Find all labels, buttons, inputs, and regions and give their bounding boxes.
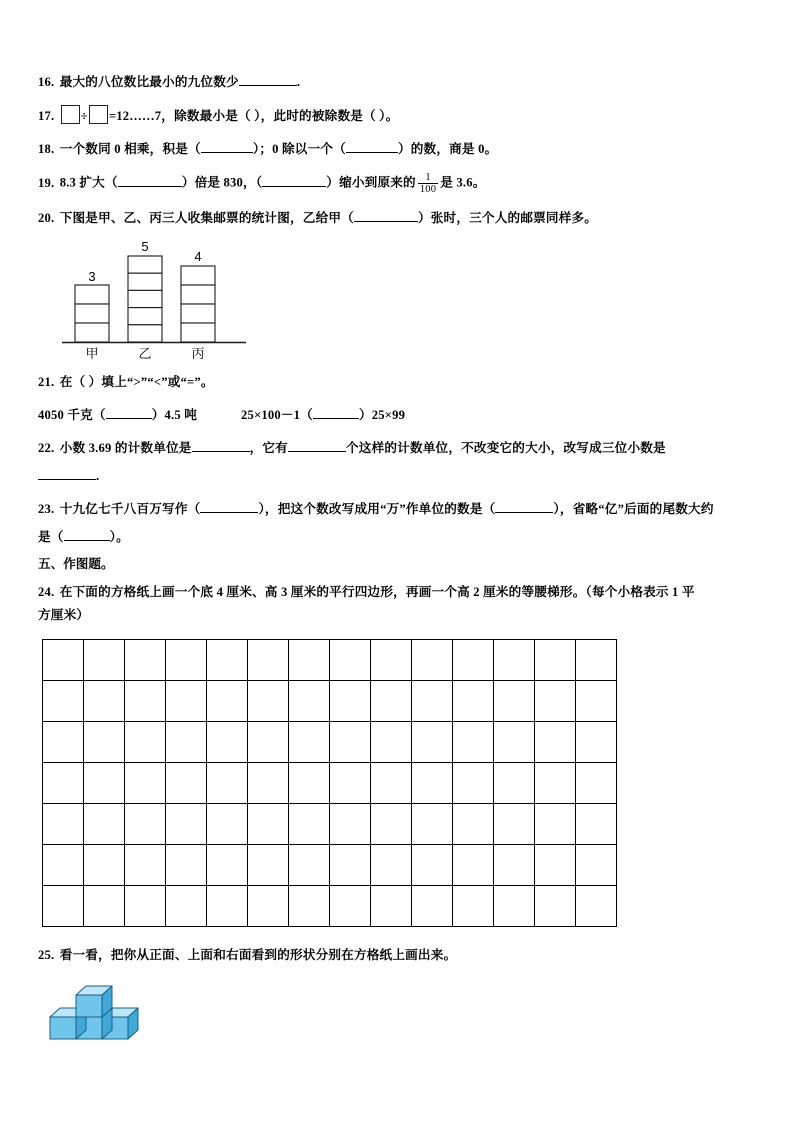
grid-cell[interactable] xyxy=(494,721,535,762)
grid-cell[interactable] xyxy=(248,885,289,926)
grid-cell[interactable] xyxy=(494,844,535,885)
grid-cell[interactable] xyxy=(289,803,330,844)
grid-row xyxy=(43,721,617,762)
grid-cell[interactable] xyxy=(43,721,84,762)
grid-cell[interactable] xyxy=(207,680,248,721)
grid-cell[interactable] xyxy=(289,721,330,762)
question-25-text: 看一看，把你从正面、上面和右面看到的形状分别在方格纸上画出来。 xyxy=(59,947,457,962)
question-23 xyxy=(38,499,756,519)
grid-cell[interactable] xyxy=(43,680,84,721)
grid-cell[interactable] xyxy=(494,885,535,926)
question-20-blank-1[interactable] xyxy=(354,221,418,222)
grid-cell[interactable] xyxy=(453,721,494,762)
bar-value-label-1: 5 xyxy=(141,238,149,254)
grid-cell[interactable] xyxy=(43,844,84,885)
question-22-continuation xyxy=(38,466,756,486)
grid-cell[interactable] xyxy=(453,803,494,844)
grid-cell[interactable] xyxy=(330,680,371,721)
worksheet-content xyxy=(38,72,756,1046)
question-18-text-c: ）的数，商是 0。 xyxy=(397,142,498,157)
question-16 xyxy=(38,72,756,92)
grid-cell[interactable] xyxy=(535,885,576,926)
grid-cell[interactable] xyxy=(576,639,617,680)
grid-cell[interactable] xyxy=(330,844,371,885)
grid-cell[interactable] xyxy=(453,639,494,680)
comparison-2-left: 25×100－1（ xyxy=(241,407,313,422)
bar-value-label-2: 4 xyxy=(194,248,202,264)
question-19 xyxy=(38,172,756,195)
fraction-numerator: 1 xyxy=(418,172,438,184)
grid-cell[interactable] xyxy=(494,762,535,803)
grid-cell[interactable] xyxy=(412,639,453,680)
grid-cell[interactable] xyxy=(207,803,248,844)
grid-cell[interactable] xyxy=(412,762,453,803)
grid-cell[interactable] xyxy=(43,639,84,680)
question-23-text-b: ），把这个数改写成用“万”作单位的数是（ xyxy=(258,502,496,517)
question-18-blank-1[interactable] xyxy=(201,152,253,153)
grid-cell[interactable] xyxy=(576,803,617,844)
division-sign: ÷ xyxy=(80,109,88,124)
bar-category-label-1: 乙 xyxy=(138,345,152,361)
grid-cell[interactable] xyxy=(535,844,576,885)
question-17 xyxy=(38,105,756,126)
grid-cell[interactable] xyxy=(43,803,84,844)
grid-cell[interactable] xyxy=(371,721,412,762)
question-21-text: 在（ ）填上“>”“<”或“=”。 xyxy=(59,374,214,389)
question-23-blank-1[interactable] xyxy=(200,512,258,513)
question-22-text-b: ，它有 xyxy=(249,440,288,455)
grid-row xyxy=(43,803,617,844)
bar-bing xyxy=(181,266,215,342)
question-22-number: 22. xyxy=(38,440,55,455)
question-19-blank-1[interactable] xyxy=(118,186,182,187)
question-22-text-d: . xyxy=(96,469,100,484)
grid-cell[interactable] xyxy=(535,762,576,803)
question-22-blank-3[interactable] xyxy=(38,479,96,480)
comparison-1-right: ）4.5 吨 xyxy=(151,407,197,422)
question-22-blank-1[interactable] xyxy=(192,451,250,452)
grid-row xyxy=(43,885,617,926)
question-21-number: 21. xyxy=(38,374,55,389)
question-24-number: 24. xyxy=(38,585,55,600)
grid-cell[interactable] xyxy=(248,762,289,803)
grid-cell[interactable] xyxy=(248,721,289,762)
question-19-text-d: 是 3.6。 xyxy=(440,175,486,190)
grid-cell[interactable] xyxy=(453,885,494,926)
bar-yi xyxy=(128,256,162,342)
grid-cell[interactable] xyxy=(248,803,289,844)
grid-cell[interactable] xyxy=(535,680,576,721)
question-22-blank-2[interactable] xyxy=(288,451,346,452)
question-16-blank-1[interactable] xyxy=(239,85,297,86)
question-23-continuation xyxy=(38,527,756,547)
question-18-number: 18. xyxy=(38,142,55,157)
comparison-1-blank[interactable] xyxy=(106,418,152,419)
question-24 xyxy=(38,582,756,602)
grid-cell[interactable] xyxy=(166,844,207,885)
grid-cell[interactable] xyxy=(453,762,494,803)
grid-row xyxy=(43,639,617,680)
grid-cell[interactable] xyxy=(84,721,125,762)
cube-top-0-front-face xyxy=(76,995,102,1017)
grid-cell[interactable] xyxy=(84,762,125,803)
cube-stack-figure xyxy=(46,977,756,1046)
grid-cell[interactable] xyxy=(289,844,330,885)
question-19-number: 19. xyxy=(38,175,55,190)
question-23-text-c: ），省略“亿”后面的尾数大约 xyxy=(553,502,714,517)
question-25-number: 25. xyxy=(38,947,55,962)
grid-cell[interactable] xyxy=(207,844,248,885)
question-23-blank-3[interactable] xyxy=(64,540,110,541)
grid-cell[interactable] xyxy=(207,885,248,926)
grid-cell[interactable] xyxy=(125,680,166,721)
bar-jia xyxy=(75,285,109,342)
question-23-text-d: 是（ xyxy=(38,530,64,545)
grid-cell[interactable] xyxy=(125,885,166,926)
question-17-number: 17. xyxy=(38,109,55,124)
cube-bottom-0-front-face xyxy=(50,1017,76,1039)
grid-cell[interactable] xyxy=(125,639,166,680)
question-23-text-e: ）。 xyxy=(109,530,129,545)
grid-cell[interactable] xyxy=(43,885,84,926)
grid-cell[interactable] xyxy=(289,680,330,721)
grid-cell[interactable] xyxy=(535,639,576,680)
grid-cell[interactable] xyxy=(84,639,125,680)
grid-cell[interactable] xyxy=(330,803,371,844)
bar-value-label-0: 3 xyxy=(88,268,96,284)
question-20 xyxy=(38,208,756,228)
grid-cell[interactable] xyxy=(248,680,289,721)
grid-cell[interactable] xyxy=(371,844,412,885)
question-25 xyxy=(38,945,756,965)
grid-cell[interactable] xyxy=(166,803,207,844)
grid-cell[interactable] xyxy=(412,680,453,721)
question-19-text-c: ）缩小到原来的 xyxy=(326,175,416,190)
grid-cell[interactable] xyxy=(289,639,330,680)
question-24-continuation xyxy=(38,605,756,625)
question-17-box-dividend[interactable] xyxy=(61,105,80,124)
question-19-blank-2[interactable] xyxy=(262,186,326,187)
grid-cell[interactable] xyxy=(535,721,576,762)
question-23-text-a: 十九亿七千八百万写作（ xyxy=(59,502,201,517)
grid-cell[interactable] xyxy=(535,803,576,844)
question-19-text-a: 8.3 扩大（ xyxy=(59,175,118,190)
grid-cell[interactable] xyxy=(125,844,166,885)
grid-cell[interactable] xyxy=(166,639,207,680)
grid-cell[interactable] xyxy=(371,762,412,803)
grid-cell[interactable] xyxy=(412,803,453,844)
question-18 xyxy=(38,139,756,159)
question-20-text-b: ）张时，三个人的邮票同样多。 xyxy=(417,211,598,226)
grid-cell[interactable] xyxy=(453,680,494,721)
comparison-1-left: 4050 千克（ xyxy=(38,407,106,422)
question-16-number: 16. xyxy=(38,75,55,89)
grid-cell[interactable] xyxy=(84,885,125,926)
question-16-period: . xyxy=(296,75,301,89)
bar-category-label-2: 丙 xyxy=(191,345,205,361)
grid-cell[interactable] xyxy=(494,803,535,844)
question-18-blank-2[interactable] xyxy=(346,152,398,153)
grid-cell[interactable] xyxy=(576,762,617,803)
bar-chart-svg xyxy=(60,237,250,362)
grid-cell[interactable] xyxy=(330,762,371,803)
question-16-text: 最大的八位数比最小的九位数少 xyxy=(59,75,239,89)
question-20-text-a: 下图是甲、乙、丙三人收集邮票的统计图，乙给甲（ xyxy=(59,211,354,226)
grid-cell[interactable] xyxy=(125,803,166,844)
grid-row xyxy=(43,762,617,803)
grid-cell[interactable] xyxy=(453,844,494,885)
question-21-comparisons xyxy=(38,405,756,425)
question-22 xyxy=(38,438,756,458)
grid-cell[interactable] xyxy=(412,844,453,885)
grid-cell[interactable] xyxy=(125,721,166,762)
question-17-text: =12……7，除数最小是（ ），此时的被除数是（ ）。 xyxy=(108,109,399,124)
grid-cell[interactable] xyxy=(371,680,412,721)
grid-row xyxy=(43,844,617,885)
grid-cell[interactable] xyxy=(330,639,371,680)
grid-cell[interactable] xyxy=(371,803,412,844)
grid-cell[interactable] xyxy=(576,844,617,885)
fraction-denominator: 100 xyxy=(419,184,437,196)
question-23-blank-2[interactable] xyxy=(495,512,553,513)
question-22-text-a: 小数 3.69 的计数单位是 xyxy=(59,440,192,455)
question-17-box-divisor[interactable] xyxy=(89,105,108,124)
question-24-text-b: 方厘米） xyxy=(38,607,90,622)
bar-category-label-0: 甲 xyxy=(85,345,99,361)
grid-cell[interactable] xyxy=(576,721,617,762)
grid-cell[interactable] xyxy=(207,639,248,680)
question-19-text-b: ）倍是 830，（ xyxy=(181,175,263,190)
grid-cell[interactable] xyxy=(412,885,453,926)
grid-cell[interactable] xyxy=(494,680,535,721)
section-heading-drawing: 五、作图题。 xyxy=(38,557,114,572)
grid-cell[interactable] xyxy=(330,721,371,762)
question-18-text-b: ）；0 除以一个（ xyxy=(252,142,346,157)
grid-cell[interactable] xyxy=(166,721,207,762)
question-20-number: 20. xyxy=(38,211,55,226)
grid-cell[interactable] xyxy=(330,885,371,926)
grid-row xyxy=(43,680,617,721)
grid-cell[interactable] xyxy=(576,885,617,926)
grid-cell[interactable] xyxy=(371,885,412,926)
question-24-text-a: 在下面的方格纸上画一个底 4 厘米、高 3 厘米的平行四边形，再画一个高 2 厘米的等腰梯形。（每个小格表示 1 平 xyxy=(59,585,695,600)
comparison-2-blank[interactable] xyxy=(313,418,359,419)
grid-cell[interactable] xyxy=(166,680,207,721)
question-18-text-a: 一个数同 0 相乘，积是（ xyxy=(59,142,201,157)
question-23-number: 23. xyxy=(38,502,55,517)
grid-cell[interactable] xyxy=(576,680,617,721)
grid-cell[interactable] xyxy=(207,762,248,803)
grid-cell[interactable] xyxy=(289,885,330,926)
grid-cell[interactable] xyxy=(84,680,125,721)
comparison-2-right: ）25×99 xyxy=(358,407,406,422)
grid-cell[interactable] xyxy=(207,721,248,762)
grid-cell[interactable] xyxy=(289,762,330,803)
grid-cell[interactable] xyxy=(43,762,84,803)
stamp-bar-chart xyxy=(60,237,250,362)
grid-cell[interactable] xyxy=(412,721,453,762)
grid-cell[interactable] xyxy=(166,762,207,803)
grid-cell[interactable] xyxy=(84,803,125,844)
grid-paper[interactable] xyxy=(42,639,617,927)
grid-cell[interactable] xyxy=(371,639,412,680)
cube-stack-svg xyxy=(46,977,154,1041)
grid-cell[interactable] xyxy=(248,639,289,680)
question-22-text-c: 个这样的计数单位，不改变它的大小，改写成三位小数是 xyxy=(345,440,666,455)
grid-cell[interactable] xyxy=(84,844,125,885)
grid-cell[interactable] xyxy=(248,844,289,885)
grid-cell[interactable] xyxy=(166,885,207,926)
grid-cell[interactable] xyxy=(494,639,535,680)
question-21 xyxy=(38,372,756,392)
fraction-one-hundredth xyxy=(418,172,438,195)
grid-cell[interactable] xyxy=(125,762,166,803)
